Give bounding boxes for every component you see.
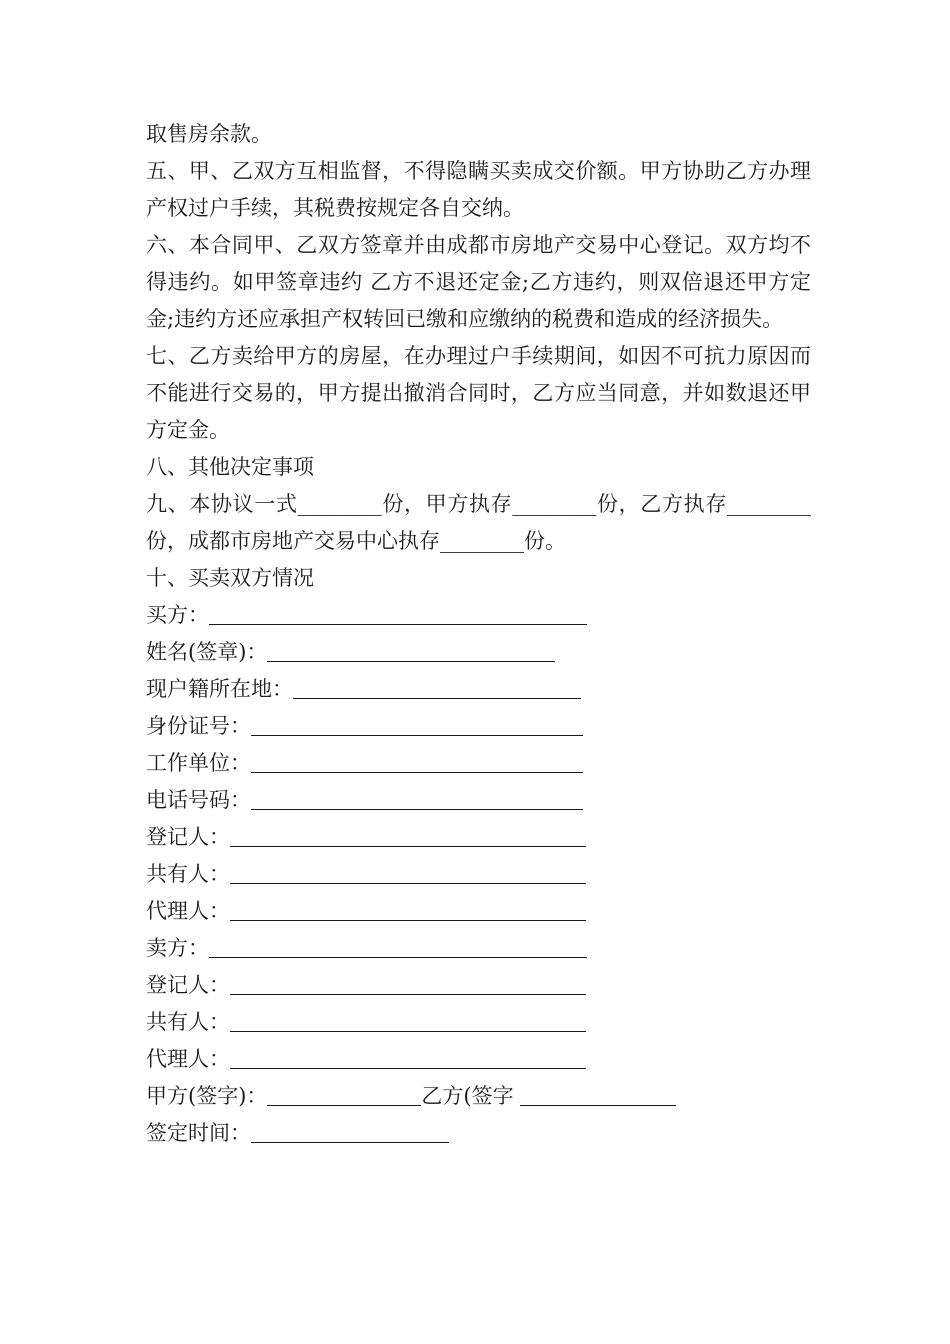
- sign-date-blank[interactable]: [251, 1122, 449, 1143]
- party-b-sign-blank[interactable]: [520, 1085, 676, 1106]
- phone-blank[interactable]: [251, 789, 583, 810]
- registrant-blank[interactable]: [230, 826, 586, 847]
- phone-field: [146, 782, 811, 819]
- clause-7: 七、乙方卖给甲方的房屋，在办理过户手续期间，如因不可抗力原因而不能进行交易的，甲方提出撤消合同时，乙方应当同意，并如数退还甲方定金。: [146, 344, 811, 442]
- seller-registrant-label: 登记人：: [146, 973, 230, 997]
- agent-blank[interactable]: [230, 900, 586, 921]
- clause-10: 十、买卖双方情况: [146, 566, 314, 590]
- id-number-label: 身份证号：: [146, 714, 251, 738]
- buyer-blank[interactable]: [209, 604, 587, 625]
- work-unit-label: 工作单位：: [146, 751, 251, 775]
- huji-blank[interactable]: [293, 678, 581, 699]
- co-owner-blank[interactable]: [230, 863, 586, 884]
- clause-5: 五、甲、乙双方互相监督，不得隐瞒买卖成交价额。甲方协助乙方办理产权过户手续，其税费按规定各自交纳。: [146, 159, 811, 220]
- party-a-sign-label: 甲方(签字)：: [146, 1084, 268, 1108]
- registrant-field: [146, 819, 811, 856]
- co-owner-field: [146, 856, 811, 893]
- signature-field: [146, 1078, 811, 1115]
- seller-co-owner-label: 共有人：: [146, 1010, 230, 1034]
- seller-blank[interactable]: [209, 937, 587, 958]
- huji-field: [146, 671, 811, 708]
- huji-label: 现户籍所在地：: [146, 677, 293, 701]
- registrant-label: 登记人：: [146, 825, 230, 849]
- seller-co-owner-field: [146, 1004, 811, 1041]
- agent-label: 代理人：: [146, 899, 230, 923]
- name-seal-blank[interactable]: [267, 641, 555, 662]
- name-seal-field: [146, 634, 811, 671]
- buyer-label: 买方：: [146, 603, 209, 627]
- clause-9: 九、本协议一式________份，甲方执存________份，乙方执存________份，成都市房地产交易中心执存________份。: [146, 492, 811, 553]
- sign-date-label: 签定时间：: [146, 1121, 251, 1145]
- clause-6: 六、本合同甲、乙双方签章并由成都市房地产交易中心登记。双方均不得违约。如甲签章违约 乙方不退还定金;乙方违约，则双倍退还甲方定金;违约方还应承担产权转回已缴和应缴纳的税费和造成的经济损失。: [146, 233, 811, 331]
- party-a-sign-blank[interactable]: [267, 1085, 421, 1106]
- work-unit-field: [146, 745, 811, 782]
- contract-page: [146, 116, 811, 1152]
- paragraph-0: 取售房余款。: [146, 122, 272, 146]
- id-number-field: [146, 708, 811, 745]
- seller-agent-field: [146, 1041, 811, 1078]
- phone-label: 电话号码：: [146, 788, 251, 812]
- seller-agent-label: 代理人：: [146, 1047, 230, 1071]
- buyer-field: [146, 597, 811, 634]
- co-owner-label: 共有人：: [146, 862, 230, 886]
- seller-field: [146, 930, 811, 967]
- seller-label: 卖方：: [146, 936, 209, 960]
- id-number-blank[interactable]: [251, 715, 583, 736]
- seller-co-owner-blank[interactable]: [230, 1011, 586, 1032]
- seller-agent-blank[interactable]: [230, 1048, 586, 1069]
- name-seal-label: 姓名(签章)：: [146, 640, 268, 664]
- work-unit-blank[interactable]: [251, 752, 583, 773]
- sign-date-field: [146, 1115, 811, 1152]
- seller-registrant-blank[interactable]: [230, 974, 586, 995]
- agent-field: [146, 893, 811, 930]
- clause-8: 八、其他决定事项: [146, 455, 314, 479]
- seller-registrant-field: [146, 967, 811, 1004]
- party-b-sign-label: 乙方(签字: [421, 1084, 521, 1108]
